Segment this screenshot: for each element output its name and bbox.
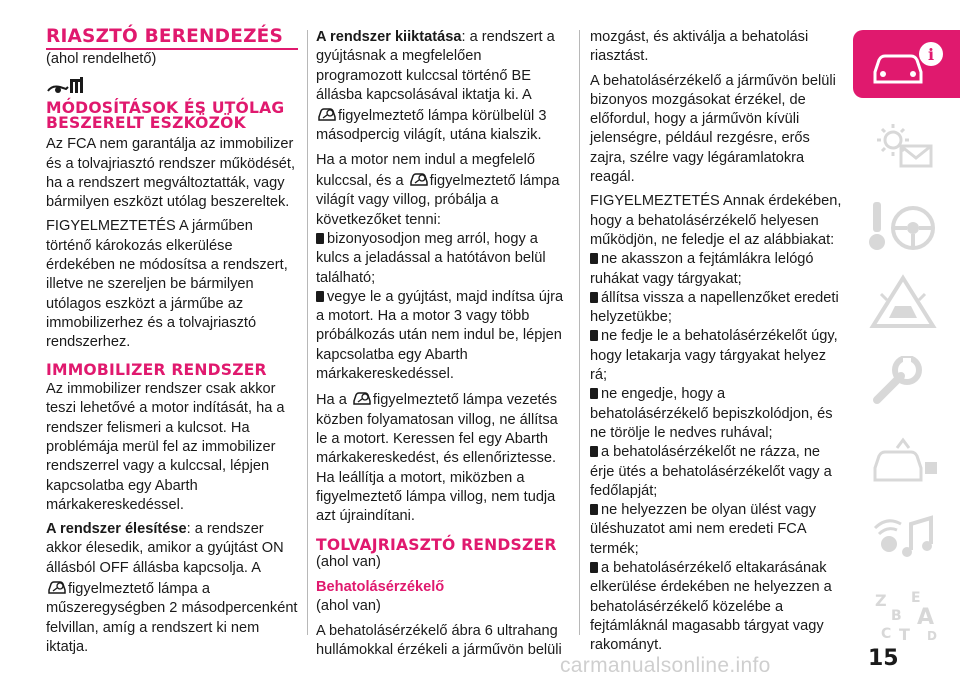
text: figyelmeztető lámpa vezetés közben folyamatosan villog, ne állítsa le a motort. Keressen fel egy Abarth márkakereskedést, és ellenőriztesse. Ha leállítja a motort, miközben a figyelmeztető lámpa villog, nem tudja azt újraindítani. xyxy=(316,392,558,525)
column-1 xyxy=(46,28,298,657)
tab-index[interactable] xyxy=(853,578,960,646)
bullet-icon xyxy=(590,253,598,264)
bullet-icon xyxy=(590,388,598,399)
bullet-icon xyxy=(316,233,324,244)
section-title-anti-theft: TOLVAJRIASZTÓ RENDSZER xyxy=(316,536,557,555)
bullet-icon xyxy=(316,291,324,302)
wrench-icon xyxy=(867,356,947,412)
bullet-item xyxy=(316,288,568,384)
paragraph xyxy=(316,389,568,526)
bullet-text: ne helyezzen be olyan ülést vagy üléshuzatot ami nem eredeti FCA termék; xyxy=(590,502,816,557)
paragraph: Az immobilizer rendszer csak akkor teszi lehetővé a motor indítását, ha a rendszer felismeri a kulcsot. Ha problémája merül fel az immobilizer rendszerrel vagy a kulccsal, lépjen kapcsolatba egy Abarth márkakereskedéssel. xyxy=(46,381,285,513)
paragraph xyxy=(316,151,568,230)
tab-maintenance[interactable] xyxy=(853,348,960,416)
option-logo-icon xyxy=(46,75,84,97)
section-title-modifications: MÓDOSÍTÁSOK ÉS UTÓLAG BESZERELT ESZKÖZÖK xyxy=(46,99,285,132)
svg-text:Z: Z xyxy=(875,591,887,610)
tab-safety[interactable] xyxy=(853,266,960,334)
section-title-immobilizer: IMMOBILIZER RENDSZER xyxy=(46,360,267,379)
bullet-item xyxy=(590,385,844,443)
tab-steering-key[interactable] xyxy=(853,190,960,258)
bullet-item xyxy=(590,443,844,501)
svg-text:E: E xyxy=(911,590,921,606)
bullet-text: vegye le a gyújtást, majd indítsa újra a motort. Ha a motor 3 vagy több próbálkozás után nem indul be, lépjen kapcsolatba egy Abarth márkakereskedéssel. xyxy=(316,288,564,383)
text: : a rendszert a gyújtásnak a megfelelően programozott kulccsal történő BE állásba kapcsolásával iktatja ki. A xyxy=(316,29,555,103)
text: : a rendszer akkor élesedik, amikor a gyújtást ON állásból OFF állásba kapcsolja. A xyxy=(46,521,284,576)
car-key-lamp-icon xyxy=(351,389,373,407)
availability-note: (ahol van) xyxy=(316,553,381,570)
bullet-icon xyxy=(590,446,598,457)
svg-text:i: i xyxy=(927,45,935,64)
subsection-title-intrusion-sensor: Behatolásérzékelő xyxy=(316,579,445,596)
page-title: RIASZTÓ BERENDEZÉS xyxy=(46,28,298,50)
warning-paragraph: FIGYELMEZTETÉS A járműben történő károkozás elkerülése érdekében ne módosítsa a rendszert, illetve ne szereljen be bármilyen utólagos eszközt a járműbe az immobilizerhez és a tolvajriasztó rendszerhez. xyxy=(46,218,288,351)
tab-breakdown[interactable] xyxy=(853,426,960,494)
bullet-icon xyxy=(590,562,598,573)
warning-triangle-icon xyxy=(867,274,947,330)
paragraph: mozgást, és aktiválja a behatolási riasztást. xyxy=(590,29,809,65)
column-3 xyxy=(590,28,844,656)
steering-wheel-key-icon xyxy=(867,198,947,254)
bullet-icon xyxy=(590,330,598,341)
column-2 xyxy=(316,28,568,660)
paragraph-arming xyxy=(46,520,298,657)
bullet-text: bizonyosodjon meg arról, hogy a kulcs a jeladással a hatótávon belül található; xyxy=(316,230,546,286)
svg-text:A: A xyxy=(917,605,935,630)
index-letters-icon xyxy=(867,586,947,642)
abarth-option-logo xyxy=(46,75,298,97)
column-separator-1 xyxy=(307,30,308,635)
bullet-text: a behatolásérzékelőt ne rázza, ne érje ütés a behatolásérzékelőt vagy a fedőlapját; xyxy=(590,444,832,499)
text: Ha a xyxy=(316,392,347,409)
tab-car-info[interactable] xyxy=(853,30,960,98)
bullet-icon xyxy=(590,504,598,515)
tab-multimedia[interactable] xyxy=(853,502,960,570)
text: Ha a motor nem indul a megfelelő kulccsal, és a xyxy=(316,151,536,190)
page-number: 15 xyxy=(868,646,899,671)
bullet-text: ne fedje le a behatolásérzékelőt úgy, hogy letakarja vagy tárgyakat helyez rá; xyxy=(590,328,838,384)
text: figyelmeztető lámpa világít vagy villog, próbálja a következőket tenni: xyxy=(316,173,560,228)
breakdown-car-icon xyxy=(867,434,947,490)
text: figyelmeztető lámpa körülbelül 3 másodpercig világít, utána kialszik. xyxy=(316,108,547,144)
paragraph: Az FCA nem garantálja az immobilizer és a tolvajriasztó rendszer működését, ha a rendszert megváltoztatták, vagy bármilyen eszközt utólag beszereltek. xyxy=(46,136,296,211)
multimedia-icon xyxy=(867,510,947,566)
availability-note: (ahol van) xyxy=(316,598,381,615)
availability-note: (ahol rendelhető) xyxy=(46,51,157,67)
bullet-text: a behatolásérzékelő eltakarásának elkerülése érdekében ne helyezzen a behatolásérzékelő közelébe a fejtámláknál magasabb tárgyat vagy rakományt. xyxy=(590,560,832,654)
paragraph: A behatolásérzékelő ábra 6 ultrahang hullámokkal érzékeli a járművön belüli xyxy=(316,622,562,658)
bullet-item xyxy=(590,289,844,328)
paragraph-disarming xyxy=(316,28,568,146)
column-separator-2 xyxy=(579,30,580,635)
bold-label: A rendszer kiiktatása xyxy=(316,29,462,45)
bullet-item xyxy=(590,501,844,559)
car-key-lamp-icon xyxy=(316,105,338,123)
paragraph: A behatolásérzékelő a járművön belüli bizonyos mozgásokat érzékel, de előfordul, hogy a járművön kívüli jelenségre, például rezgésre, erős zajra, szélre vagy légáramlatokra reagál. xyxy=(590,72,836,186)
bullet-item xyxy=(316,230,568,288)
bold-label: A rendszer élesítése xyxy=(46,521,187,538)
bullet-text: ne engedje, hogy a behatolásérzékelő bepiszkolódjon, és ne törölje le nedves ruhával; xyxy=(590,386,833,441)
svg-text:T: T xyxy=(899,625,910,642)
car-info-icon xyxy=(867,38,947,90)
bullet-text: ne akasszon a fejtámlákra lelógó ruhákat vagy tárgyakat; xyxy=(590,251,814,287)
bullet-item xyxy=(590,250,844,289)
bullet-icon xyxy=(590,292,598,303)
bullet-item xyxy=(590,327,844,385)
watermark: carmanualsonline.info xyxy=(560,654,771,677)
bullet-item xyxy=(590,559,844,655)
car-key-lamp-icon xyxy=(46,578,68,596)
text: figyelmeztető lámpa a műszeregységben 2 másodpercenként felvillan, amíg a rendszert ki nem iktatja. xyxy=(46,581,298,655)
svg-text:D: D xyxy=(927,629,937,642)
car-key-lamp-icon xyxy=(408,170,430,188)
svg-text:C: C xyxy=(881,626,892,642)
tab-dashboard-lights[interactable] xyxy=(853,110,960,178)
warning-paragraph: FIGYELMEZTETÉS Annak érdekében, hogy a behatolásérzékelő helyesen működjön, ne feledje el az alábbiakat: xyxy=(590,193,842,248)
dashboard-lights-icon xyxy=(867,118,947,174)
bullet-text: állítsa vissza a napellenzőket eredeti helyzetükbe; xyxy=(590,289,839,326)
svg-text:B: B xyxy=(891,608,902,624)
